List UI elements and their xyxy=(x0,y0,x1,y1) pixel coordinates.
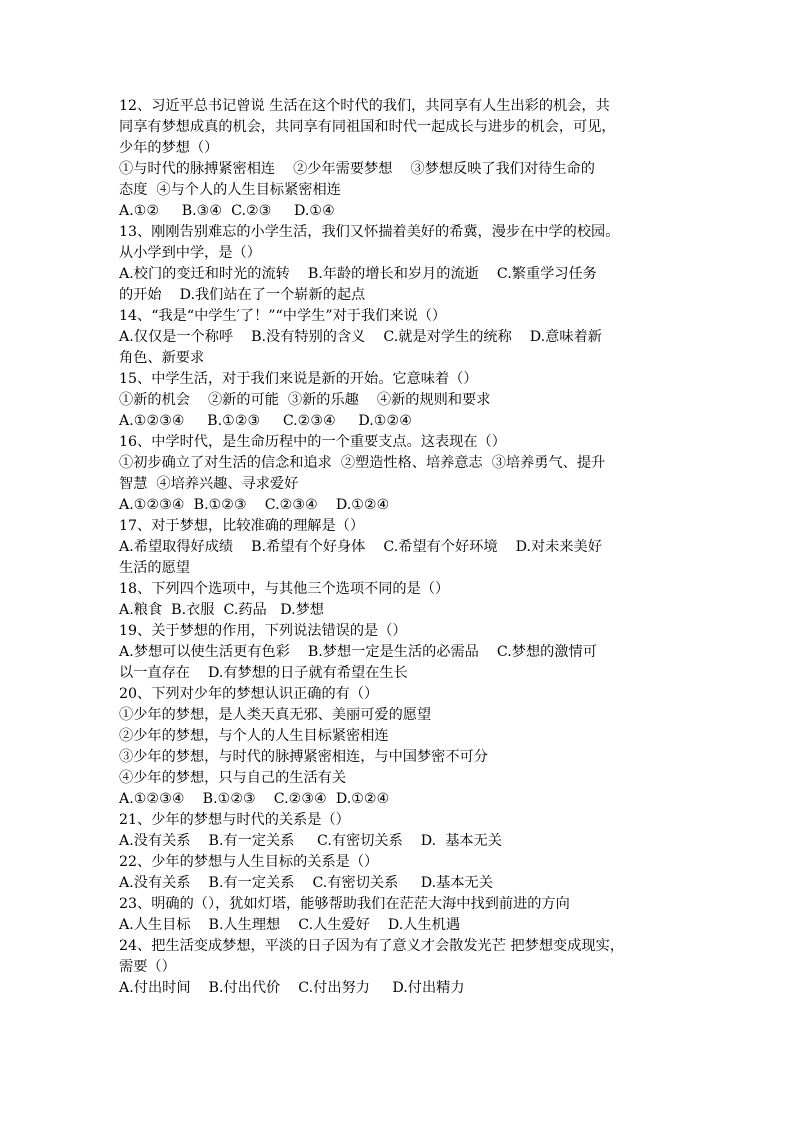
text-line: 16、中学时代，是生命历程中的一个重要支点。这表现在（） xyxy=(119,434,506,450)
text-line: 19、关于梦想的作用，下列说法错误的是（） xyxy=(119,623,407,639)
text-line: ①与时代的脉搏紧密相连 ②少年需要梦想 ③梦想反映了我们对待生命的 xyxy=(119,161,595,177)
text-line: A.没有关系 B.有一定关系 C.有密切关系 D.基本无关 xyxy=(119,875,493,891)
text-line: 24、把生活变成梦想，平淡的日子因为有了意义才会散发光芒 把梦想变成现实， xyxy=(119,938,624,954)
text-line: A.校门的变迁和时光的流转 B.年龄的增长和岁月的流逝 C.繁重学习任务 xyxy=(119,266,597,282)
text-line: 22、少年的梦想与人生目标的关系是（） xyxy=(119,854,379,870)
text-line: A.①②③④ B.①②③ C.②③④ D.①②④ xyxy=(119,413,412,429)
text-line: 少年的梦想（） xyxy=(119,140,219,156)
text-line: 同享有梦想成真的机会，共同享有同祖国和时代一起成长与进步的机会，可见， xyxy=(119,119,616,135)
text-line: ②少年的梦想，与个人的人生目标紧密相连 xyxy=(119,728,389,744)
text-line: 从小学到中学，是（） xyxy=(119,245,261,261)
text-line: ①初步确立了对生活的信念和追求 ②塑造性格、培养意志 ③培养勇气、提升 xyxy=(119,455,606,471)
text-line: 的开始 D.我们站在了一个崭新的起点 xyxy=(119,287,366,303)
text-line: 21、少年的梦想与时代的关系是（） xyxy=(119,812,350,828)
text-line: A.①② B.③④ C.②③ D.①④ xyxy=(119,203,335,219)
text-line: ①少年的梦想，是人类天真无邪、美丽可爱的愿望 xyxy=(119,707,432,723)
text-line: A.人生目标 B.人生理想 C.人生爱好 D.人生机遇 xyxy=(119,917,461,933)
text-line: 态度 ④与个人的人生目标紧密相连 xyxy=(119,182,341,198)
text-line: ④少年的梦想，只与自己的生活有关 xyxy=(119,770,347,786)
text-line: 13、刚刚告别难忘的小学生活，我们又怀揣着美好的希冀，漫步在中学的校园。 xyxy=(119,224,620,240)
text-line: 生活的愿望 xyxy=(119,560,190,576)
question-list xyxy=(119,96,679,999)
text-line: 12、习近平总书记曾说 生活在这个时代的我们，共同享有人生出彩的机会，共 xyxy=(119,98,610,114)
text-line: A.粮食 B.衣服 C.药品 D.梦想 xyxy=(119,602,324,618)
text-line: 23、明确的（），犹如灯塔，能够帮助我们在茫茫大海中找到前进的方向 xyxy=(119,896,570,912)
text-line: A.①②③④ B.①②③ C.②③④ D.①②④ xyxy=(119,497,390,513)
text-line: A.没有关系 B.有一定关系 C.有密切关系 D. 基本无关 xyxy=(119,833,502,849)
text-line: A.付出时间 B.付出代价 C.付出努力 D.付出精力 xyxy=(119,980,465,996)
text-line: A.希望取得好成绩 B.希望有个好身体 C.希望有个好环境 D.对未来美好 xyxy=(119,539,602,555)
text-line: 14、“我是“中学生′了！”“中学生”对于我们来说（） xyxy=(119,308,447,324)
text-line: 15、中学生活，对于我们来说是新的开始。它意味着（） xyxy=(119,371,478,387)
text-line: 需要（） xyxy=(119,959,176,975)
text-line: 17、对于梦想，比较准确的理解是（） xyxy=(119,518,365,534)
text-line: ①新的机会 ②新的可能 ③新的乐趣 ④新的规则和要求 xyxy=(119,392,491,408)
text-line: 角色、新要求 xyxy=(119,350,205,366)
text-line: 20、下列对少年的梦想认识正确的有（） xyxy=(119,686,379,702)
text-line: A.仅仅是一个称呼 B.没有特别的含义 C.就是对学生的统称 D.意味着新 xyxy=(119,329,602,345)
text-line: 以一直存在 D.有梦想的日子就有希望在生长 xyxy=(119,665,408,681)
text-line: A.①②③④ B.①②③ C.②③④ D.①②④ xyxy=(119,791,390,807)
text-line: 18、下列四个选项中，与其他三个选项不同的是（） xyxy=(119,581,450,597)
text-line: A.梦想可以使生活更有色彩 B.梦想一定是生活的必需品 C.梦想的激情可 xyxy=(119,644,597,660)
text-line: ③少年的梦想，与时代的脉搏紧密相连，与中国梦密不可分 xyxy=(119,749,488,765)
text-line: 智慧 ④培养兴趣、寻求爱好 xyxy=(119,476,299,492)
